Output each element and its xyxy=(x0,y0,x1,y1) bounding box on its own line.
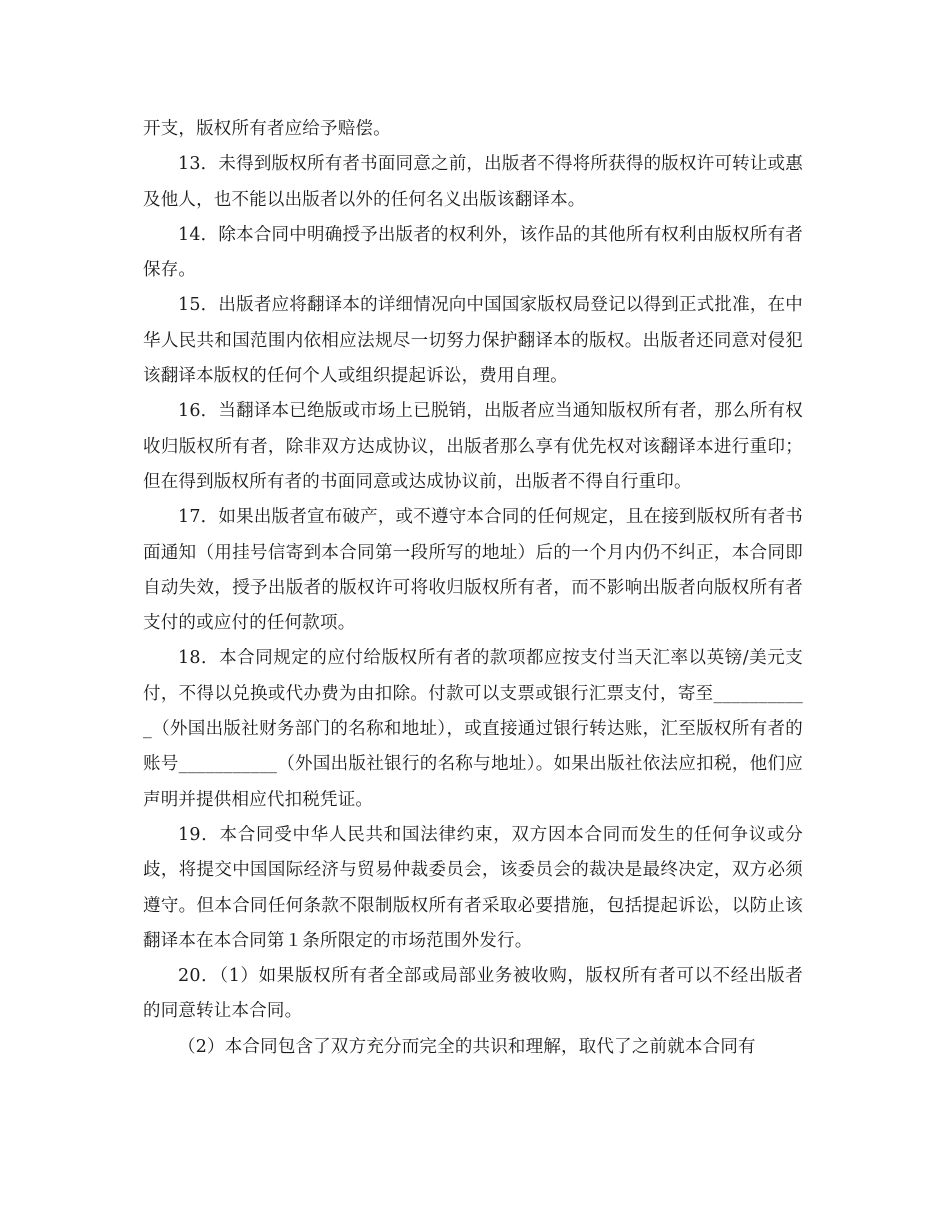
clause-17: 17．如果出版者宣布破产，或不遵守本合同的任何规定，且在接到版权所有者书面通知（用挂号信寄到本合同第一段所写的地址）后的一个月内仍不纠正，本合同即自动失效，授予出版者的版权许可将收归版权所有者，而不影响出版者向版权所有者支付的或应付的任何款项。 xyxy=(143,507,803,634)
paragraph-continuation: 开支，版权所有者应给予赔偿。 xyxy=(143,119,391,139)
clause-13: 13．未得到版权所有者书面同意之前，出版者不得将所获得的版权许可转让或惠及他人，也不能以出版者以外的任何名义出版该翻译本。 xyxy=(143,154,803,210)
clause-19: 19．本合同受中华人民共和国法律约束，双方因本合同而发生的任何争议或分歧，将提交中国国际经济与贸易仲裁委员会，该委员会的裁决是最终决定，双方必须遵守。但本合同任何条款不限制版权所有者采取必要措施，包括提起诉讼，以防止该翻译本在本合同第１条所限定的市场范围外发行。 xyxy=(143,824,803,951)
clause-14: 14．除本合同中明确授予出版者的权利外，该作品的其他所有权利由版权所有者保存。 xyxy=(143,224,803,281)
document-body xyxy=(143,112,803,1065)
clause-16: 16．当翻译本已绝版或市场上已脱销，出版者应当通知版权所有者，那么所有权收归版权所有者，除非双方达成协议，出版者那么享有优先权对该翻译本进行重印；但在得到版权所有者的书面同意或达成协议前，出版者不得自行重印。 xyxy=(143,401,803,492)
clause-15: 15．出版者应将翻译本的详细情况向中国国家版权局登记以得到正式批准，在中华人民共和国范围内依相应法规尽一切努力保护翻译本的版权。出版者还同意对侵犯该翻译本版权的任何个人或组织提起诉讼，费用自理。 xyxy=(143,295,803,387)
clause-20-2: （2）本合同包含了双方充分而完全的共识和理解，取代了之前就本合同有 xyxy=(178,1036,756,1057)
clause-18: 18．本合同规定的应付给版权所有者的款项都应按支付当天汇率以英镑/美元支付，不得以兑换或代办费为由扣除。付款可以支票或银行汇票支付，寄至___________（外国出版社财务部门的名称和地址），或直接通过银行转达账，汇至版权所有者的账号___________（外国出版社银行的名称与地址）。如果出版社依法应扣税，他们应声明并提供相应代扣税凭证。 xyxy=(143,648,803,810)
clause-20-1: 20．（1）如果版权所有者全部或局部业务被收购，版权所有者可以不经出版者的同意转让本合同。 xyxy=(143,966,803,1022)
